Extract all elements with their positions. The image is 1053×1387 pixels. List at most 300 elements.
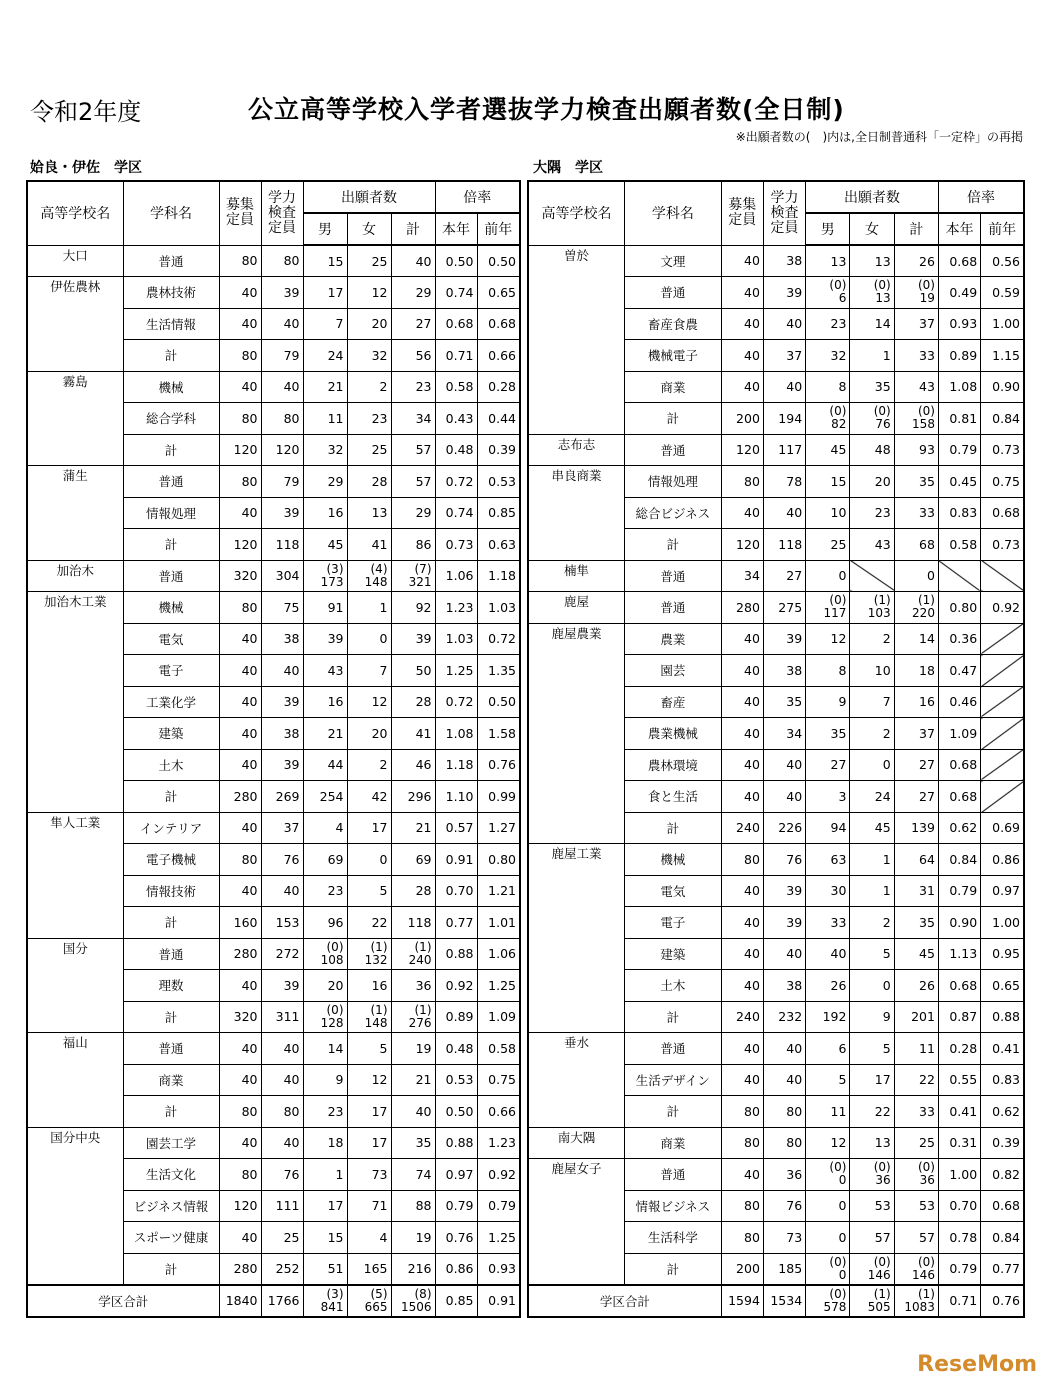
ratio-last-year: 0.56 [981, 245, 1024, 277]
male-count: 91 [303, 592, 347, 624]
capacity: 40 [219, 1033, 261, 1065]
exam-capacity: 73 [763, 1222, 805, 1254]
exam-capacity: 37 [763, 340, 805, 372]
table-row [528, 844, 1024, 876]
capacity: 40 [219, 1064, 261, 1096]
total-count: 26 [894, 245, 938, 277]
female-count: 17 [347, 1127, 391, 1159]
ratio-this-year: 1.13 [938, 938, 980, 970]
ratio-this-year: 0.83 [938, 497, 980, 529]
ratio-this-year: 0.71 [938, 1285, 980, 1317]
female-count: 43 [850, 529, 894, 561]
note: ※出願者数の( )内は,全日制普通科「一定枠」の再掲 [735, 130, 1023, 144]
exam-capacity: 37 [261, 812, 303, 844]
female-count: 41 [347, 529, 391, 561]
ratio-last-year: 1.21 [477, 875, 520, 907]
total-count: 45 [894, 938, 938, 970]
total-count: 139 [894, 812, 938, 844]
total-count: 0 [894, 560, 938, 592]
department-name: 商業 [625, 371, 722, 403]
female-count-value: 148 [364, 1015, 388, 1030]
ratio-last-year: 0.69 [981, 812, 1024, 844]
capacity: 40 [219, 655, 261, 687]
total-count: 93 [894, 434, 938, 466]
exam-capacity: 79 [261, 340, 303, 372]
male-count [806, 1253, 850, 1285]
capacity: 40 [721, 938, 763, 970]
department-name: 情報技術 [123, 875, 219, 907]
department-name: 普通 [123, 560, 219, 592]
male-count: 39 [303, 623, 347, 655]
department-name: 普通 [625, 592, 722, 624]
total-count: 74 [391, 1159, 435, 1191]
department-name: 普通 [625, 1033, 722, 1065]
female-count-value: 13 [875, 291, 891, 306]
ratio-last-year: 0.84 [981, 1222, 1024, 1254]
female-count [850, 403, 894, 435]
total-count [894, 1285, 938, 1317]
department-name: 建築 [123, 718, 219, 750]
ratio-last-year: 0.77 [981, 1253, 1024, 1285]
total-count: 68 [894, 529, 938, 561]
ratio-last-year [981, 781, 1024, 813]
capacity: 80 [721, 1096, 763, 1128]
total-count: 21 [391, 812, 435, 844]
capacity: 40 [721, 875, 763, 907]
capacity: 80 [219, 592, 261, 624]
capacity: 40 [219, 277, 261, 309]
total-count-quota: (0) [917, 278, 935, 293]
ratio-last-year: 1.25 [477, 1222, 520, 1254]
department-name: 計 [625, 1253, 722, 1285]
capacity: 40 [219, 371, 261, 403]
total-count-value: 19 [919, 291, 935, 306]
total-count: 25 [894, 1127, 938, 1159]
department-name: 普通 [625, 434, 722, 466]
department-name: 土木 [123, 749, 219, 781]
ratio-this-year: 0.68 [938, 245, 980, 277]
department-name: 文理 [625, 245, 722, 277]
male-count: 32 [806, 340, 850, 372]
exam-capacity: 40 [763, 1064, 805, 1096]
total-count: 57 [894, 1222, 938, 1254]
capacity: 80 [219, 403, 261, 435]
male-count: 17 [303, 277, 347, 309]
exam-capacity: 40 [261, 1127, 303, 1159]
exam-capacity: 39 [261, 970, 303, 1002]
exam-capacity: 120 [261, 434, 303, 466]
header-this-year: 本年 [435, 213, 477, 245]
exam-capacity: 40 [763, 497, 805, 529]
female-count: 1 [850, 340, 894, 372]
ratio-last-year: 1.27 [477, 812, 520, 844]
school-name: 串良商業 [528, 466, 625, 561]
male-count-quota: (0) [829, 593, 847, 608]
male-count: 16 [303, 497, 347, 529]
resemom-logo: ReseMom [917, 1352, 1037, 1377]
total-count: 21 [391, 1064, 435, 1096]
female-count-value: 146 [867, 1267, 891, 1282]
ratio-last-year: 1.18 [477, 560, 520, 592]
ratio-this-year: 0.88 [435, 938, 477, 970]
ratio-this-year: 0.93 [938, 308, 980, 340]
male-count: 45 [303, 529, 347, 561]
capacity: 80 [219, 340, 261, 372]
exam-capacity: 27 [763, 560, 805, 592]
female-count: 10 [850, 655, 894, 687]
school-name: 福山 [27, 1033, 123, 1128]
female-count-value: 665 [364, 1299, 388, 1314]
exam-capacity: 40 [261, 655, 303, 687]
exam-capacity: 232 [763, 1001, 805, 1033]
ratio-this-year: 0.88 [435, 1127, 477, 1159]
capacity: 40 [721, 1159, 763, 1191]
female-count: 1 [850, 844, 894, 876]
total-count: 27 [894, 781, 938, 813]
header-applicants: 出願者数 [303, 181, 435, 213]
male-count: 40 [806, 938, 850, 970]
male-count-quota: (3) [326, 561, 344, 576]
male-count: 27 [806, 749, 850, 781]
ratio-this-year: 0.71 [435, 340, 477, 372]
ratio-this-year: 0.41 [938, 1096, 980, 1128]
total-count-value: 1083 [904, 1299, 935, 1314]
total-count: 92 [391, 592, 435, 624]
department-name: ビジネス情報 [123, 1190, 219, 1222]
total-count: 28 [391, 686, 435, 718]
right-table [527, 180, 1025, 1318]
ratio-this-year: 0.49 [938, 277, 980, 309]
total-count: 64 [894, 844, 938, 876]
exam-capacity: 40 [763, 749, 805, 781]
department-name: 機械 [123, 592, 219, 624]
total-count: 14 [894, 623, 938, 655]
male-count: 69 [303, 844, 347, 876]
department-name: 普通 [123, 466, 219, 498]
ratio-last-year: 0.79 [477, 1190, 520, 1222]
total-count: 216 [391, 1253, 435, 1285]
header-last-year: 前年 [981, 213, 1024, 245]
total-count-quota: (8) [414, 1286, 432, 1301]
header-total: 計 [391, 213, 435, 245]
capacity: 40 [219, 1222, 261, 1254]
school-name: 志布志 [528, 434, 625, 466]
ratio-last-year: 0.39 [981, 1127, 1024, 1159]
exam-capacity: 39 [261, 497, 303, 529]
ratio-this-year [938, 560, 980, 592]
exam-capacity: 40 [261, 1064, 303, 1096]
department-name: 電気 [625, 875, 722, 907]
capacity: 200 [721, 1253, 763, 1285]
exam-capacity: 111 [261, 1190, 303, 1222]
total-count: 36 [391, 970, 435, 1002]
female-count-value: 103 [867, 606, 891, 621]
department-name: 農林技術 [123, 277, 219, 309]
capacity: 240 [721, 812, 763, 844]
exam-capacity: 38 [763, 655, 805, 687]
capacity: 320 [219, 1001, 261, 1033]
ratio-last-year [981, 655, 1024, 687]
female-count: 53 [850, 1190, 894, 1222]
department-name: 計 [625, 403, 722, 435]
male-count: 1 [303, 1159, 347, 1191]
total-count-value: 158 [912, 417, 935, 432]
department-name: 生活情報 [123, 308, 219, 340]
exam-capacity: 35 [763, 686, 805, 718]
capacity: 120 [219, 1190, 261, 1222]
female-count: 5 [347, 1033, 391, 1065]
capacity: 120 [219, 529, 261, 561]
school-name: 加治木工業 [27, 592, 123, 813]
male-count [303, 1285, 347, 1317]
department-name: 総合学科 [123, 403, 219, 435]
total-count: 27 [894, 749, 938, 781]
exam-capacity: 76 [261, 844, 303, 876]
ratio-this-year: 0.68 [435, 308, 477, 340]
exam-capacity: 40 [261, 308, 303, 340]
male-count: 254 [303, 781, 347, 813]
male-count: 96 [303, 907, 347, 939]
male-count [303, 560, 347, 592]
exam-capacity: 25 [261, 1222, 303, 1254]
female-count: 20 [347, 308, 391, 340]
ratio-last-year: 0.68 [981, 1190, 1024, 1222]
school-name: 鹿屋女子 [528, 1159, 625, 1285]
table-row [528, 1159, 1024, 1191]
department-name: 畜産 [625, 686, 722, 718]
table-row [528, 623, 1024, 655]
ratio-last-year: 0.66 [477, 1096, 520, 1128]
capacity: 40 [721, 749, 763, 781]
capacity: 80 [721, 466, 763, 498]
capacity: 40 [721, 340, 763, 372]
female-count: 13 [850, 245, 894, 277]
male-count: 23 [303, 1096, 347, 1128]
department-name: 生活科学 [625, 1222, 722, 1254]
school-name: 鹿屋 [528, 592, 625, 624]
female-count [347, 1285, 391, 1317]
female-count: 25 [347, 434, 391, 466]
school-name: 伊佐農林 [27, 277, 123, 372]
total-count: 16 [894, 686, 938, 718]
total-count: 35 [894, 466, 938, 498]
capacity: 120 [721, 434, 763, 466]
ratio-this-year: 0.84 [938, 844, 980, 876]
male-count: 24 [303, 340, 347, 372]
male-count-quota: (0) [829, 1160, 847, 1175]
capacity: 40 [219, 718, 261, 750]
exam-capacity: 80 [261, 245, 303, 277]
female-count: 57 [850, 1222, 894, 1254]
total-count: 40 [391, 245, 435, 277]
department-name: 情報処理 [625, 466, 722, 498]
male-count-quota: (3) [326, 1286, 344, 1301]
male-count [303, 1001, 347, 1033]
capacity: 200 [721, 403, 763, 435]
table-row [528, 245, 1024, 277]
male-count-value: 128 [320, 1015, 344, 1030]
exam-capacity: 311 [261, 1001, 303, 1033]
ratio-this-year: 0.78 [938, 1222, 980, 1254]
table-row [27, 938, 520, 970]
department-name: 建築 [625, 938, 722, 970]
female-count [850, 1285, 894, 1317]
department-name: 総合ビジネス [625, 497, 722, 529]
ratio-last-year: 0.28 [477, 371, 520, 403]
total-count: 39 [391, 623, 435, 655]
total-count: 11 [894, 1033, 938, 1065]
header-capacity: 募集 定員 [219, 181, 261, 245]
female-count-value: 132 [364, 952, 388, 967]
district-total-label: 学区合計 [27, 1285, 219, 1317]
table-row [27, 245, 520, 277]
male-count-value: 0 [838, 1173, 847, 1188]
total-count: 37 [894, 308, 938, 340]
department-name: インテリア [123, 812, 219, 844]
department-name: 電子 [625, 907, 722, 939]
ratio-this-year: 0.46 [938, 686, 980, 718]
capacity: 40 [721, 686, 763, 718]
male-count: 20 [303, 970, 347, 1002]
department-name: 農業 [625, 623, 722, 655]
capacity: 40 [721, 308, 763, 340]
ratio-this-year: 0.89 [938, 340, 980, 372]
female-count: 165 [347, 1253, 391, 1285]
district-right: 大隅 学区 [533, 160, 603, 176]
exam-capacity: 40 [763, 1033, 805, 1065]
total-count: 37 [894, 718, 938, 750]
ratio-last-year: 1.15 [981, 340, 1024, 372]
exam-capacity: 76 [261, 1159, 303, 1191]
female-count: 12 [347, 686, 391, 718]
ratio-this-year: 0.48 [435, 434, 477, 466]
school-name: 加治木 [27, 560, 123, 592]
female-count: 7 [850, 686, 894, 718]
ratio-this-year: 1.25 [435, 655, 477, 687]
total-count-value: 240 [408, 952, 432, 967]
female-count: 24 [850, 781, 894, 813]
ratio-last-year: 0.62 [981, 1096, 1024, 1128]
female-count: 1 [850, 875, 894, 907]
ratio-last-year: 0.88 [981, 1001, 1024, 1033]
table-row [528, 1033, 1024, 1065]
capacity: 80 [721, 1222, 763, 1254]
department-name: 園芸工学 [123, 1127, 219, 1159]
department-name: 電気 [123, 623, 219, 655]
ratio-last-year: 0.92 [477, 1159, 520, 1191]
exam-capacity: 153 [261, 907, 303, 939]
male-count: 44 [303, 749, 347, 781]
exam-capacity: 118 [763, 529, 805, 561]
female-count: 4 [347, 1222, 391, 1254]
header-ratio: 倍率 [435, 181, 520, 213]
capacity: 40 [219, 1127, 261, 1159]
male-count [303, 938, 347, 970]
exam-capacity: 118 [261, 529, 303, 561]
female-count: 17 [850, 1064, 894, 1096]
ratio-last-year [981, 749, 1024, 781]
exam-capacity: 304 [261, 560, 303, 592]
header-female: 女 [850, 213, 894, 245]
total-count: 35 [894, 907, 938, 939]
capacity: 280 [219, 938, 261, 970]
department-name: 農業機械 [625, 718, 722, 750]
exam-capacity: 39 [261, 277, 303, 309]
exam-capacity: 40 [763, 938, 805, 970]
capacity: 40 [219, 812, 261, 844]
department-name: 計 [123, 434, 219, 466]
ratio-last-year: 0.44 [477, 403, 520, 435]
exam-capacity: 39 [261, 686, 303, 718]
male-count: 16 [303, 686, 347, 718]
total-count: 33 [894, 340, 938, 372]
department-name: 機械 [123, 371, 219, 403]
department-name: 計 [625, 529, 722, 561]
school-name: 蒲生 [27, 466, 123, 561]
department-name: 普通 [123, 1033, 219, 1065]
department-name: 計 [123, 529, 219, 561]
total-count-quota: (0) [917, 1160, 935, 1175]
table-row [27, 1033, 520, 1065]
male-count-quota: (0) [326, 1002, 344, 1017]
department-name: 食と生活 [625, 781, 722, 813]
ratio-last-year: 0.39 [477, 434, 520, 466]
ratio-this-year: 0.50 [435, 245, 477, 277]
ratio-last-year: 0.90 [981, 371, 1024, 403]
female-count [850, 277, 894, 309]
capacity: 34 [721, 560, 763, 592]
female-count-quota: (5) [370, 1286, 388, 1301]
capacity: 40 [721, 277, 763, 309]
female-count-quota: (1) [370, 1002, 388, 1017]
exam-capacity: 76 [763, 1190, 805, 1222]
ratio-last-year: 0.86 [981, 844, 1024, 876]
total-count: 19 [391, 1222, 435, 1254]
female-count: 13 [347, 497, 391, 529]
total-count: 22 [894, 1064, 938, 1096]
ratio-last-year: 1.09 [477, 1001, 520, 1033]
left-table [26, 180, 521, 1318]
department-name: 計 [123, 1096, 219, 1128]
ratio-last-year: 1.00 [981, 308, 1024, 340]
female-count: 48 [850, 434, 894, 466]
female-count: 5 [850, 1033, 894, 1065]
female-count: 32 [347, 340, 391, 372]
capacity: 40 [219, 686, 261, 718]
exam-capacity: 38 [261, 623, 303, 655]
total-count: 296 [391, 781, 435, 813]
male-count: 51 [303, 1253, 347, 1285]
total-count: 41 [391, 718, 435, 750]
ratio-last-year: 0.93 [477, 1253, 520, 1285]
female-count-quota: (1) [873, 593, 891, 608]
school-name: 隼人工業 [27, 812, 123, 938]
male-count: 43 [303, 655, 347, 687]
ratio-this-year: 0.85 [435, 1285, 477, 1317]
male-count: 14 [303, 1033, 347, 1065]
male-count: 33 [806, 907, 850, 939]
total-count: 31 [894, 875, 938, 907]
female-count: 17 [347, 1096, 391, 1128]
male-count: 17 [303, 1190, 347, 1222]
male-count-quota: (0) [829, 1254, 847, 1269]
male-count: 3 [806, 781, 850, 813]
total-count-quota: (0) [917, 1254, 935, 1269]
female-count: 0 [850, 749, 894, 781]
header-ratio: 倍率 [938, 181, 1024, 213]
male-count-value: 173 [320, 574, 344, 589]
capacity: 1840 [219, 1285, 261, 1317]
